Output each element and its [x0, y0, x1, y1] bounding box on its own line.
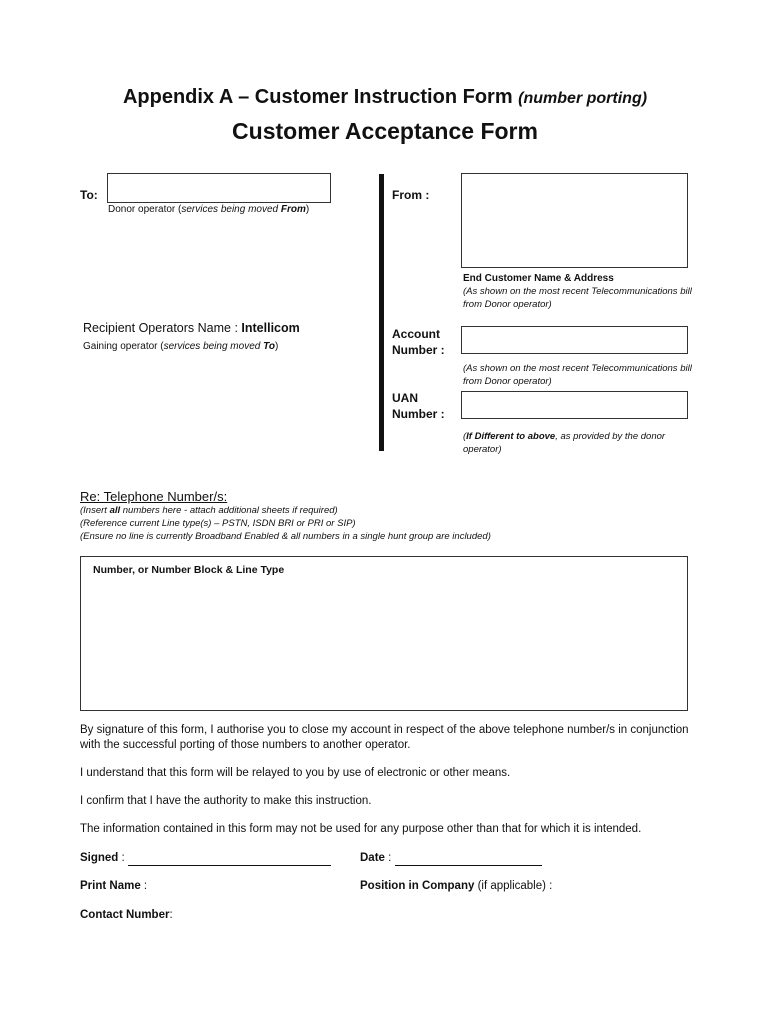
signed-label: Signed — [80, 852, 119, 864]
statement-authorise: By signature of this form, I authorise you to close my account in respect of the above telephone number/s in conjunction with the successful porting of those numbers to another operator. — [80, 724, 689, 751]
vertical-divider — [379, 174, 384, 451]
telephone-note-2: (Reference current Line type(s) – PSTN, ISDN BRI or PRI or SIP) — [80, 518, 356, 529]
telephone-note-3: (Ensure no line is currently Broadband Enabled & all numbers in a single hunt group are included) — [80, 531, 491, 542]
number-block-box[interactable] — [80, 556, 688, 711]
statement-usage: The information contained in this form may not be used for any purpose other than that for which it is intended. — [80, 823, 642, 835]
position-field[interactable] — [360, 879, 552, 894]
date-field: Date : — [360, 851, 542, 866]
signed-field: Signed : — [80, 851, 331, 866]
to-input-box[interactable] — [107, 173, 331, 203]
gaining-operator-caption: Gaining operator (services being moved To) — [83, 341, 279, 352]
telephone-heading: Re: Telephone Number/s: — [80, 489, 228, 504]
statement-authority: I confirm that I have the authority to make this instruction. — [80, 795, 372, 807]
contact-number-field[interactable]: Contact Number: — [80, 909, 173, 921]
position-note: (if applicable) : — [474, 880, 553, 892]
print-name-field[interactable]: Print Name : — [80, 880, 148, 892]
form-title-note: (number porting) — [518, 90, 648, 107]
telephone-note-1: (Insert all numbers here - attach additional sheets if required) — [80, 505, 338, 516]
signed-line[interactable] — [128, 853, 331, 866]
account-number-note: (As shown on the most recent Telecommunications bill from Donor operator) — [463, 363, 692, 387]
donor-operator-caption: Donor operator (services being moved From) — [108, 204, 310, 215]
form-title-main: Appendix A – Customer Instruction Form — [122, 86, 513, 108]
end-customer-note: (As shown on the most recent Telecommunications bill from Donor operator) — [463, 286, 692, 310]
to-label: To: — [80, 188, 98, 202]
contact-number-label: Contact Number — [80, 909, 170, 921]
account-number-label: Account Number : — [392, 327, 445, 357]
date-label: Date — [360, 852, 385, 864]
account-number-input[interactable] — [461, 326, 688, 354]
recipient-label: Recipient Operators Name : — [83, 321, 242, 335]
uan-number-note: (If Different to above, as provided by the donor operator) — [463, 431, 666, 455]
recipient-name: Intellicom — [241, 321, 300, 335]
uan-number-input[interactable] — [461, 391, 688, 419]
end-customer-address-box[interactable] — [461, 173, 688, 268]
from-label: From : — [392, 188, 430, 202]
print-name-label: Print Name — [80, 880, 141, 892]
form-subtitle: Customer Acceptance Form — [232, 118, 538, 144]
form-title — [0, 86, 770, 109]
statement-relayed: I understand that this form will be relayed to you by use of electronic or other means. — [80, 767, 511, 779]
number-block-label: Number, or Number Block & Line Type — [93, 564, 285, 576]
date-line[interactable] — [395, 853, 542, 866]
recipient-operator-line — [83, 321, 300, 335]
position-label: Position in Company — [360, 880, 475, 892]
end-customer-caption: End Customer Name & Address — [463, 273, 614, 284]
uan-number-label: UAN Number : — [392, 391, 445, 421]
